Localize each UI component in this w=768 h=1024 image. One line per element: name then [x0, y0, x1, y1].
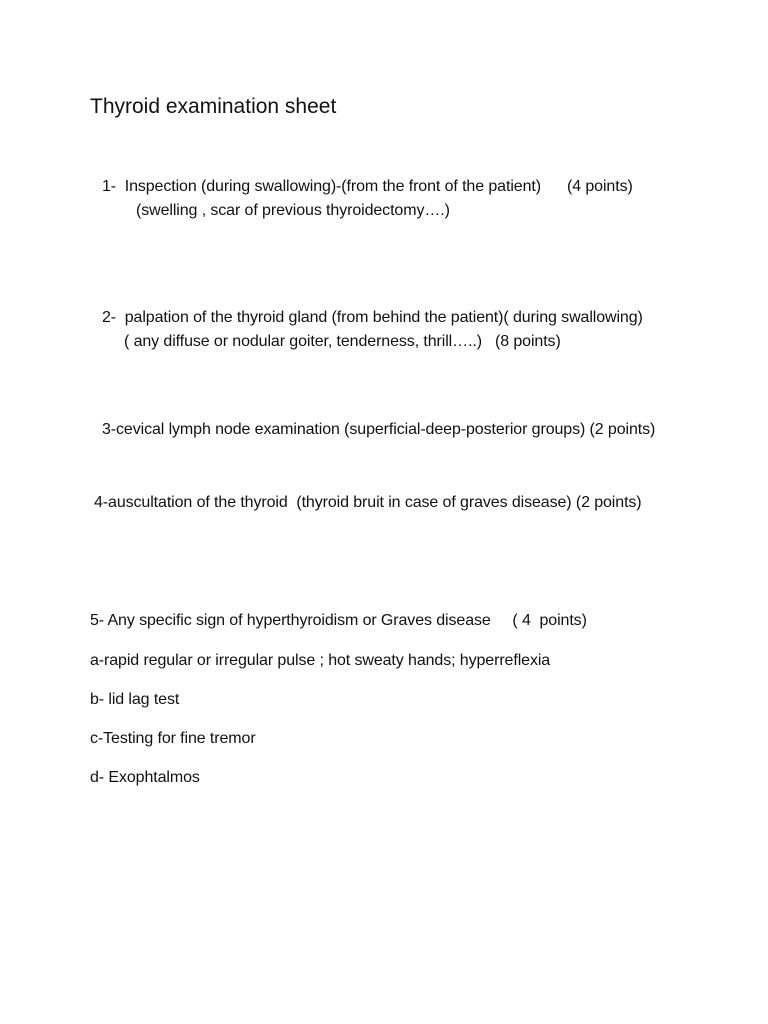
item-2-heading: 2- palpation of the thyroid gland (from behind the patient)( during swallowing): [102, 309, 643, 326]
item-5-heading: 5- Any specific sign of hyperthyroidism or Graves disease ( 4 points): [90, 612, 587, 629]
item-3-heading: 3-cevical lymph node examination (superficial-deep-posterior groups) (2 points): [102, 421, 656, 438]
page-title: Thyroid examination sheet: [90, 95, 337, 118]
item-5-sub-d: d- Exophtalmos: [90, 769, 200, 786]
item-1-detail: (swelling , scar of previous thyroidectomy….): [136, 202, 450, 219]
item-5-sub-c: c-Testing for fine tremor: [90, 730, 256, 747]
item-5-sub-a: a-rapid regular or irregular pulse ; hot sweaty hands; hyperreflexia: [90, 652, 551, 669]
item-5-sub-b: b- lid lag test: [90, 691, 180, 708]
item-1-heading: 1- Inspection (during swallowing)-(from the front of the patient) (4 points): [102, 178, 633, 195]
item-2-detail: ( any diffuse or nodular goiter, tenderness, thrill…..) (8 points): [124, 333, 561, 350]
item-4-heading: 4-auscultation of the thyroid (thyroid bruit in case of graves disease) (2 points): [94, 494, 642, 511]
